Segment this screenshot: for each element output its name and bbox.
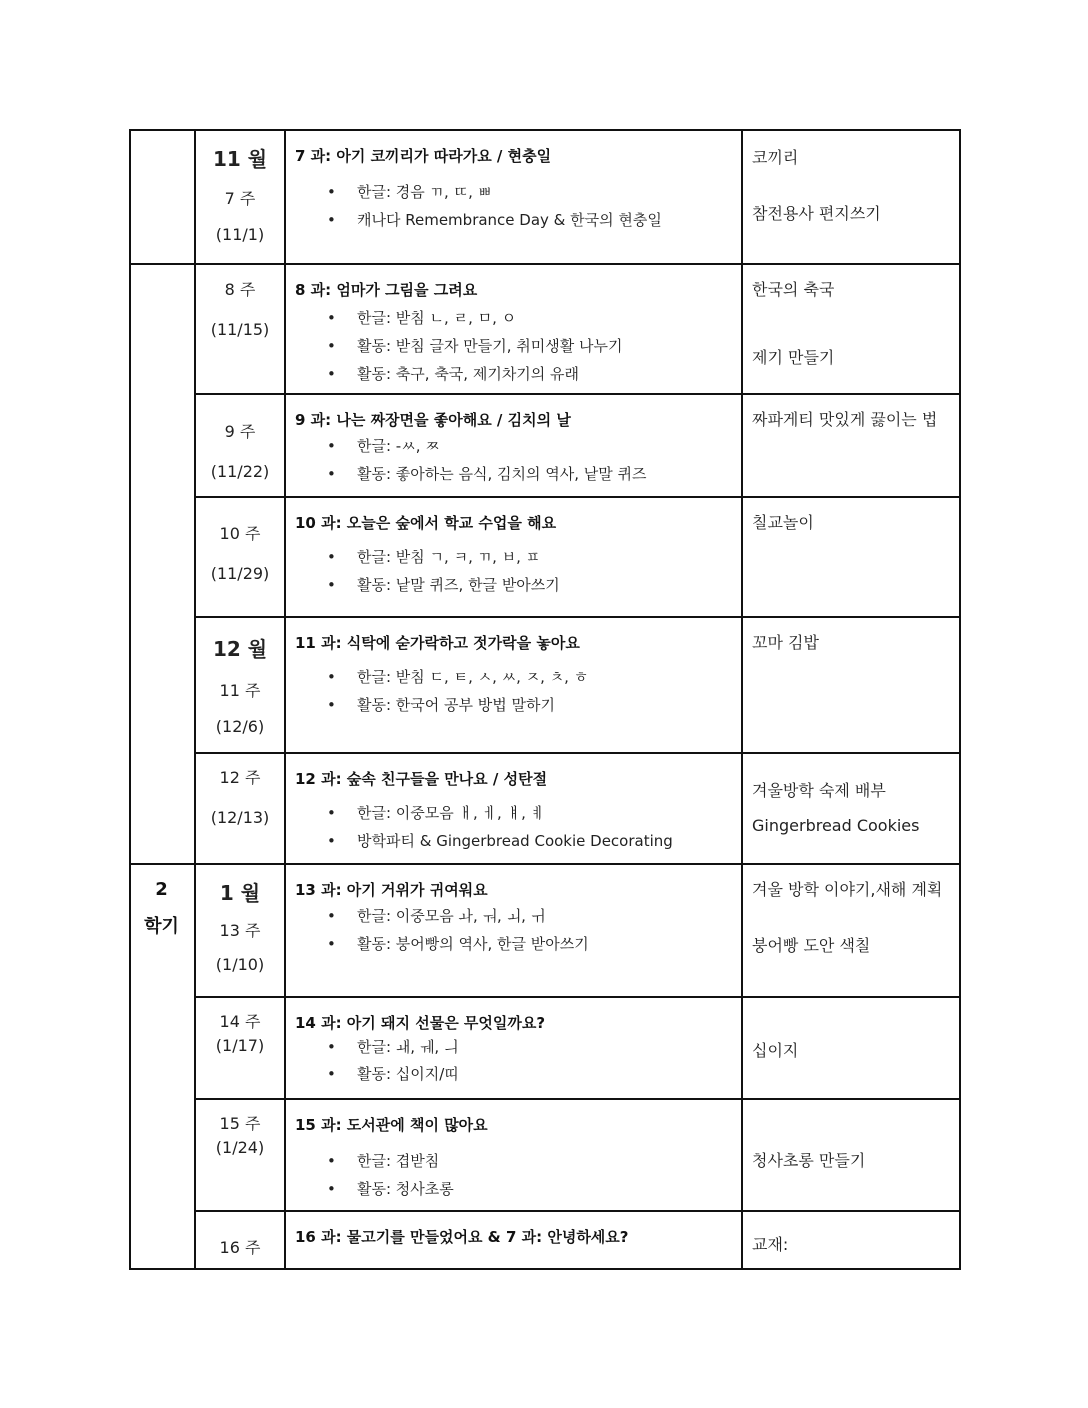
week-cell — [196, 419, 284, 481]
lesson-cell — [286, 1216, 741, 1257]
lesson-bullet: • 활동: 십이지/띠 — [357, 1061, 732, 1087]
date-label: (11/15) — [210, 320, 270, 339]
date-label: (12/13) — [210, 808, 270, 827]
lesson-bullet: • 방학파티 & Gingerbread Cookie Decorating — [357, 827, 732, 855]
month-label: 11 월 — [212, 147, 268, 171]
lesson-bullet: • 한글: 이중모음 ㅘ, ㅝ, ㅚ, ㅟ — [357, 902, 732, 930]
lesson-bullet: • 활동: 받침 글자 만들기, 취미생활 나누기 — [357, 332, 732, 360]
date-label: (1/24) — [215, 1138, 265, 1157]
lesson-cell — [286, 135, 741, 244]
week-cell — [196, 1009, 284, 1055]
activity-item: 칠교놀이 — [752, 513, 814, 532]
lesson-cell — [286, 758, 741, 865]
month-label: 1 월 — [219, 881, 261, 905]
date-label: (12/6) — [215, 717, 265, 736]
activity-cell — [743, 498, 961, 615]
activity-item: 짜파게티 맛있게 끓이는 법 — [752, 410, 938, 429]
activity-cell — [743, 1212, 961, 1268]
activity-cell — [743, 865, 961, 995]
week-label: 10 주 — [219, 524, 261, 543]
week-cell — [196, 765, 284, 827]
lesson-bullet: • 활동: 붕어빵의 역사, 한글 받아쓰기 — [357, 930, 732, 958]
activity-cell — [743, 395, 961, 495]
week-cell — [196, 877, 284, 974]
week-label: 8 주 — [224, 280, 256, 299]
date-label: (11/1) — [215, 225, 265, 244]
activity-item: 제기 만들기 — [752, 348, 835, 367]
lesson-bullet: • 활동: 한국어 공부 방법 말하기 — [357, 691, 732, 719]
lesson-title: 16 과: 물고기를 만들었어요 & 7 과: 안녕하세요? — [295, 1228, 629, 1246]
semester-number: 2 — [155, 879, 168, 900]
activity-cell — [743, 135, 961, 263]
curriculum-table — [129, 129, 961, 1270]
activity-item: 겨울 방학 이야기,새해 계획 — [752, 880, 943, 899]
week-cell — [196, 1111, 284, 1157]
activity-item: 코끼리 — [752, 148, 799, 167]
activity-item: 참전용사 편지쓰기 — [752, 204, 881, 223]
lesson-title: 13 과: 아기 거위가 귀여워요 — [295, 881, 488, 899]
lesson-cell — [286, 1002, 741, 1097]
activity-item: 십이지 — [752, 1041, 799, 1060]
lesson-title: 14 과: 아기 돼지 선물은 무엇일까요? — [295, 1014, 546, 1032]
week-cell — [196, 1235, 284, 1258]
lesson-cell — [286, 502, 741, 609]
lesson-bullet: • 한글: 겹받침 — [357, 1147, 732, 1175]
activity-item: 청사초롱 만들기 — [752, 1151, 866, 1170]
week-label: 13 주 — [219, 921, 261, 940]
lesson-title: 15 과: 도서관에 책이 많아요 — [295, 1116, 488, 1134]
week-label: 12 주 — [219, 768, 261, 787]
lesson-title: 7 과: 아기 코끼리가 따라가요 / 현충일 — [295, 147, 552, 165]
date-label: (11/22) — [210, 462, 270, 481]
lesson-title: 9 과: 나는 짜장면을 좋아해요 / 김치의 날 — [295, 411, 571, 429]
lesson-cell — [286, 399, 741, 498]
lesson-title: 12 과: 숲속 친구들을 만나요 / 성탄절 — [295, 770, 548, 788]
activity-item: 붕어빵 도안 색칠 — [752, 936, 871, 955]
lesson-title: 11 과: 식탁에 숟가락하고 젓가락을 놓아요 — [295, 634, 580, 652]
lesson-cell — [286, 622, 741, 729]
date-label: (1/17) — [215, 1036, 265, 1055]
week-label: 16 주 — [219, 1238, 261, 1257]
activity-item: 한국의 축국 — [752, 280, 835, 299]
lesson-cell — [286, 269, 741, 398]
week-label: 11 주 — [219, 681, 261, 700]
date-label: (1/10) — [215, 955, 265, 974]
week-cell — [196, 277, 284, 339]
semester-label — [129, 877, 194, 938]
week-cell — [196, 143, 284, 244]
week-cell — [196, 633, 284, 736]
week-label: 14 주 — [219, 1012, 261, 1031]
lesson-bullet: • 한글: 받침 ㄱ, ㅋ, ㄲ, ㅂ, ㅍ — [357, 543, 732, 571]
activity-item: 꼬마 김밥 — [752, 633, 819, 652]
lesson-bullet: • 활동: 좋아하는 음식, 김치의 역사, 낱말 퀴즈 — [357, 460, 732, 488]
lesson-bullet: • 한글: ㅙ, ㅞ, ㅢ — [357, 1033, 732, 1061]
lesson-bullet: • 한글: 이중모음 ㅐ, ㅔ, ㅒ, ㅖ — [357, 799, 732, 827]
activity-cell — [743, 1100, 961, 1210]
activity-item: Gingerbread Cookies — [752, 816, 920, 835]
week-label: 15 주 — [219, 1114, 261, 1133]
activity-item: 교재: — [752, 1235, 789, 1254]
lesson-bullet: • 활동: 축구, 축국, 제기차기의 유래 — [357, 360, 732, 388]
lesson-bullet: • 활동: 청사초롱 — [357, 1175, 732, 1203]
semester-text: 학기 — [144, 916, 179, 937]
activity-cell — [743, 998, 961, 1098]
lesson-bullet: • 활동: 낱말 퀴즈, 한글 받아쓰기 — [357, 571, 732, 599]
week-label: 7 주 — [224, 189, 256, 208]
month-label: 12 월 — [212, 637, 268, 661]
activity-cell — [743, 618, 961, 751]
lesson-title: 10 과: 오늘은 숲에서 학교 수업을 해요 — [295, 514, 557, 532]
week-label: 9 주 — [224, 422, 256, 441]
date-label: (11/29) — [210, 564, 270, 583]
lesson-cell — [286, 869, 741, 968]
lesson-bullet: • 캐나다 Remembrance Day & 한국의 현충일 — [357, 206, 732, 234]
activity-cell — [743, 754, 961, 862]
activity-cell — [743, 265, 961, 393]
lesson-title: 8 과: 엄마가 그림을 그려요 — [295, 281, 478, 299]
lesson-bullet: • 한글: 받침 ㄴ, ㄹ, ㅁ, ㅇ — [357, 304, 732, 332]
lesson-cell — [286, 1104, 741, 1213]
lesson-bullet: • 한글: -ㅆ, ㅉ — [357, 432, 732, 460]
activity-item: 겨울방학 숙제 배부 — [752, 781, 886, 800]
lesson-bullet: • 한글: 경음 ㄲ, ㄸ, ㅃ — [357, 178, 732, 206]
lesson-bullet: • 한글: 받침 ㄷ, ㅌ, ㅅ, ㅆ, ㅈ, ㅊ, ㅎ — [357, 663, 732, 691]
week-cell — [196, 521, 284, 583]
